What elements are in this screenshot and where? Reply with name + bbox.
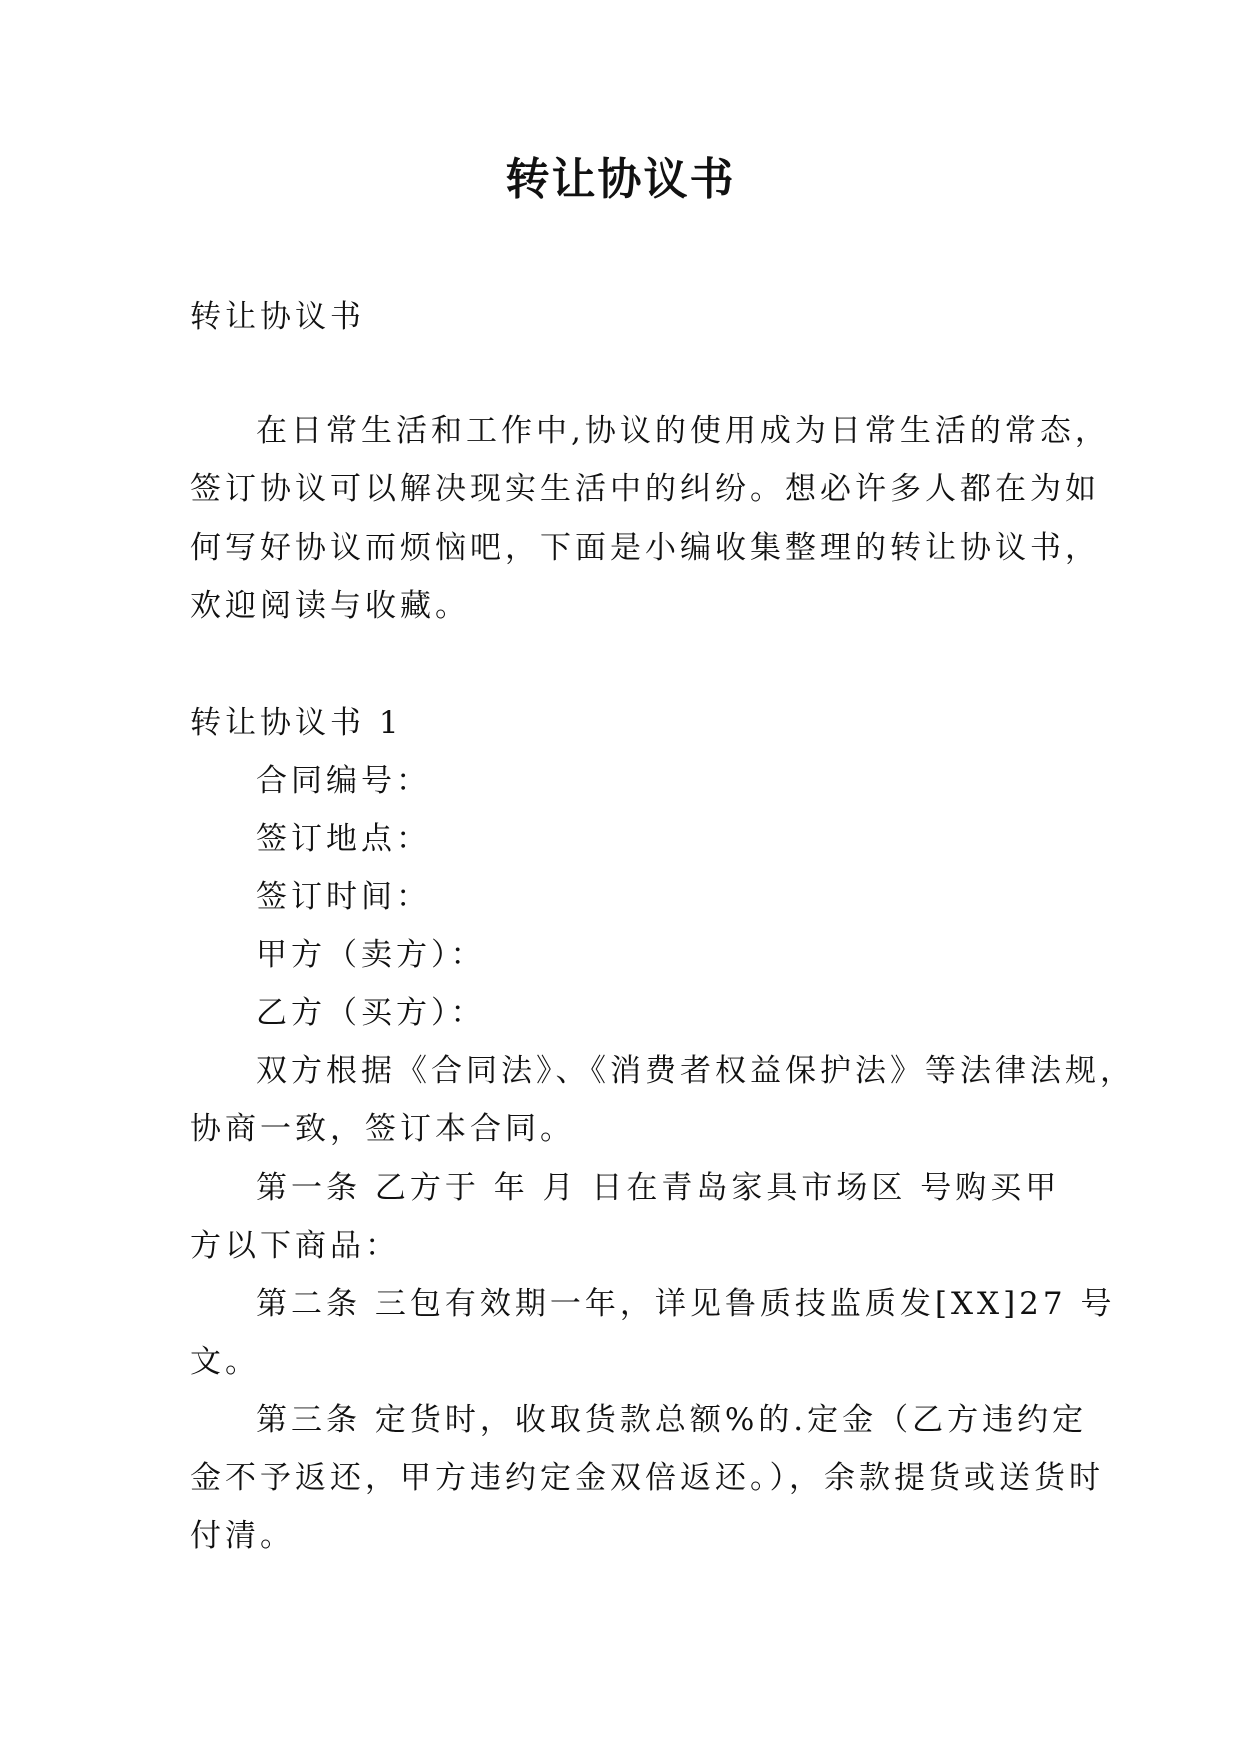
field-contract-number: 合同编号： — [256, 763, 431, 799]
article-two-line: 文。 — [190, 1344, 260, 1380]
intro-line: 在日常生活和工作中,协议的使用成为日常生活的常态， — [256, 413, 1110, 449]
article-three-line: 付清。 — [190, 1518, 295, 1554]
document-title: 转让协议书 — [505, 154, 736, 205]
article-one-line: 第一条 乙方于 年 月 日在青岛家具市场区 号购买甲 — [256, 1170, 1061, 1206]
intro-line: 欢迎阅读与收藏。 — [190, 588, 470, 624]
article-three-line: 第三条 定货时，收取货款总额%的.定金（乙方违约定 — [256, 1402, 1088, 1438]
field-signing-place: 签订地点： — [256, 821, 431, 857]
field-signing-time: 签订时间： — [256, 879, 431, 915]
section-heading: 转让协议书 1 — [190, 705, 403, 741]
article-three-line: 金不予返还，甲方违约定金双倍返还。），余款提货或送货时 — [190, 1460, 1104, 1496]
article-one-line: 方以下商品： — [190, 1228, 400, 1264]
body-line: 双方根据《合同法》、《消费者权益保护法》等法律法规， — [256, 1053, 1135, 1089]
document-subtitle: 转让协议书 — [190, 299, 365, 335]
article-two-line: 第二条 三包有效期一年，详见鲁质技监质发[XX]27 号 — [256, 1286, 1116, 1322]
intro-line: 签订协议可以解决现实生活中的纠纷。想必许多人都在为如 — [190, 471, 1100, 507]
body-line: 协商一致，签订本合同。 — [190, 1111, 575, 1147]
intro-line: 何写好协议而烦恼吧，下面是小编收集整理的转让协议书， — [190, 530, 1100, 566]
field-party-a: 甲方（卖方）： — [256, 937, 486, 973]
field-party-b: 乙方（买方）： — [256, 995, 486, 1031]
